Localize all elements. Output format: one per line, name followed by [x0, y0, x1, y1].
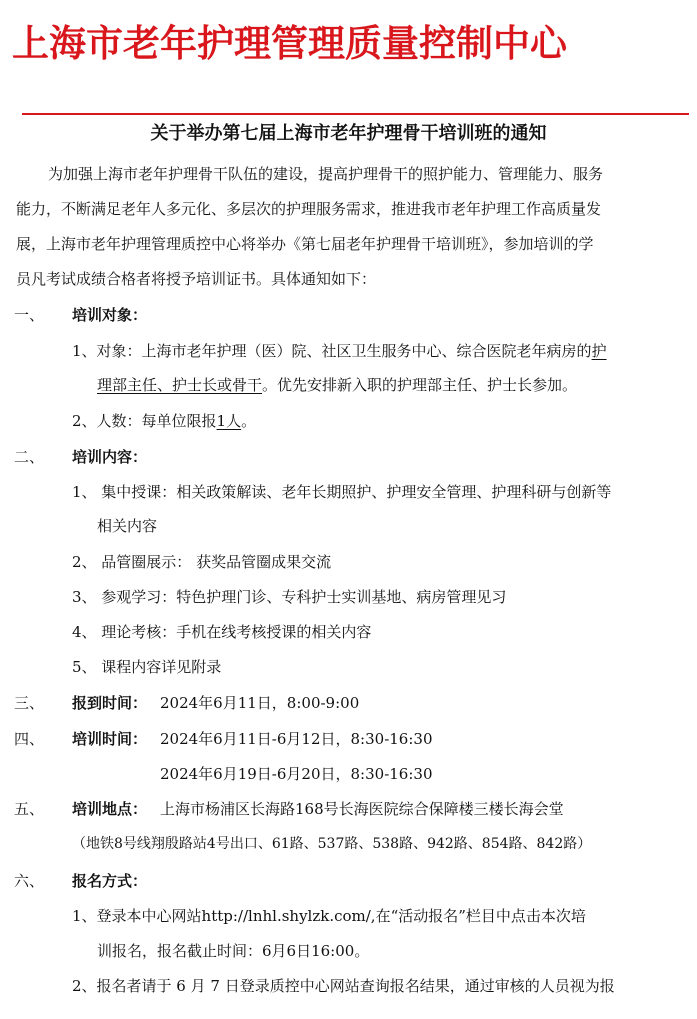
intro-line-1: 为加强上海市老年护理骨干队伍的建设，提高护理骨干的照护能力、管理能力、服务: [48, 165, 604, 183]
section-4-heading: 培训时间：: [72, 730, 148, 748]
section-4-number: 四、: [14, 730, 45, 748]
section-2-item-5: 5、 课程内容详见附录: [72, 658, 222, 676]
section-6-heading: 报名方式：: [72, 872, 148, 890]
section-6-item-2-line-1: 2、报名者请于 6 月 7 日登录质控中心网站查询报名结果，通过审核的人员视为报: [72, 977, 615, 995]
header-divider: [22, 113, 689, 115]
section-3-text: 2024年6月11日，8:00-9:00: [160, 694, 360, 712]
section-1-number: 一、: [14, 306, 45, 324]
section-5-number: 五、: [14, 800, 45, 818]
section-5-transport: （地铁8号线翔殷路站4号出口、61路、537路、538路、942路、854路、842路）: [72, 836, 592, 852]
section-2-item-4: 4、 理论考核：手机在线考核授课的相关内容: [72, 623, 372, 641]
item-text: 。优先安排新入职的护理部主任、护士长参加。: [262, 376, 578, 394]
organization-name: 上海市老年护理管理质量控制中心: [12, 21, 567, 65]
item-text: 2、人数：每单位限报: [72, 412, 217, 430]
section-3-heading: 报到时间：: [72, 694, 148, 712]
section-5-text: 上海市杨浦区长海路168号长海医院综合保障楼三楼长海会堂: [160, 800, 564, 818]
section-6-item-1-line-1: 1、登录本中心网站http://lnhl.shylzk.com/,在“活动报名”栏目中点击本次培: [72, 907, 586, 925]
intro-line-3: 展，上海市老年护理管理质控中心将举办《第七届老年护理骨干培训班》，参加培训的学: [16, 235, 594, 253]
section-2-item-1-line-2: 相关内容: [97, 517, 158, 535]
section-2-item-1-line-1: 1、 集中授课：相关政策解读、老年长期照护、护理安全管理、护理科研与创新等: [72, 483, 612, 501]
section-3-number: 三、: [14, 694, 45, 712]
section-1-item-1-line-1: [72, 340, 607, 362]
section-4-line-2: 2024年6月19日-6月20日，8:30-16:30: [160, 765, 433, 783]
section-2-number: 二、: [14, 448, 45, 466]
section-6-item-1-line-2: 训报名，报名截止时间：6月6日16:00。: [97, 942, 370, 960]
intro-line-4: 员凡考试成绩合格者将授予培训证书。具体通知如下：: [16, 270, 377, 288]
item-text: 。: [241, 412, 257, 430]
item-underlined-text: 理部主任、护士长或骨干: [97, 376, 263, 394]
section-6-number: 六、: [14, 872, 45, 890]
section-1-item-2: [72, 410, 256, 432]
section-5-heading: 培训地点：: [72, 800, 148, 818]
item-underlined-text: 护: [591, 342, 607, 360]
notice-title: 关于举办第七届上海市老年护理骨干培训班的通知: [150, 123, 547, 144]
item-underlined-text: 1人: [216, 412, 242, 430]
section-1-heading: 培训对象：: [72, 306, 148, 324]
section-4-line-1: 2024年6月11日-6月12日，8:30-16:30: [160, 730, 433, 748]
section-2-item-3: 3、 参观学习：特色护理门诊、专科护士实训基地、病房管理见习: [72, 588, 507, 606]
section-2-item-2: 2、 品管圈展示： 获奖品管圈成果交流: [72, 553, 332, 571]
section-1-item-1-line-2: [97, 374, 577, 396]
item-text: 1、对象：上海市老年护理（医）院、社区卫生服务中心、综合医院老年病房的: [72, 342, 592, 360]
intro-line-2: 能力，不断满足老年人多元化、多层次的护理服务需求，推进我市老年护理工作高质量发: [16, 200, 602, 218]
section-2-heading: 培训内容：: [72, 448, 148, 466]
